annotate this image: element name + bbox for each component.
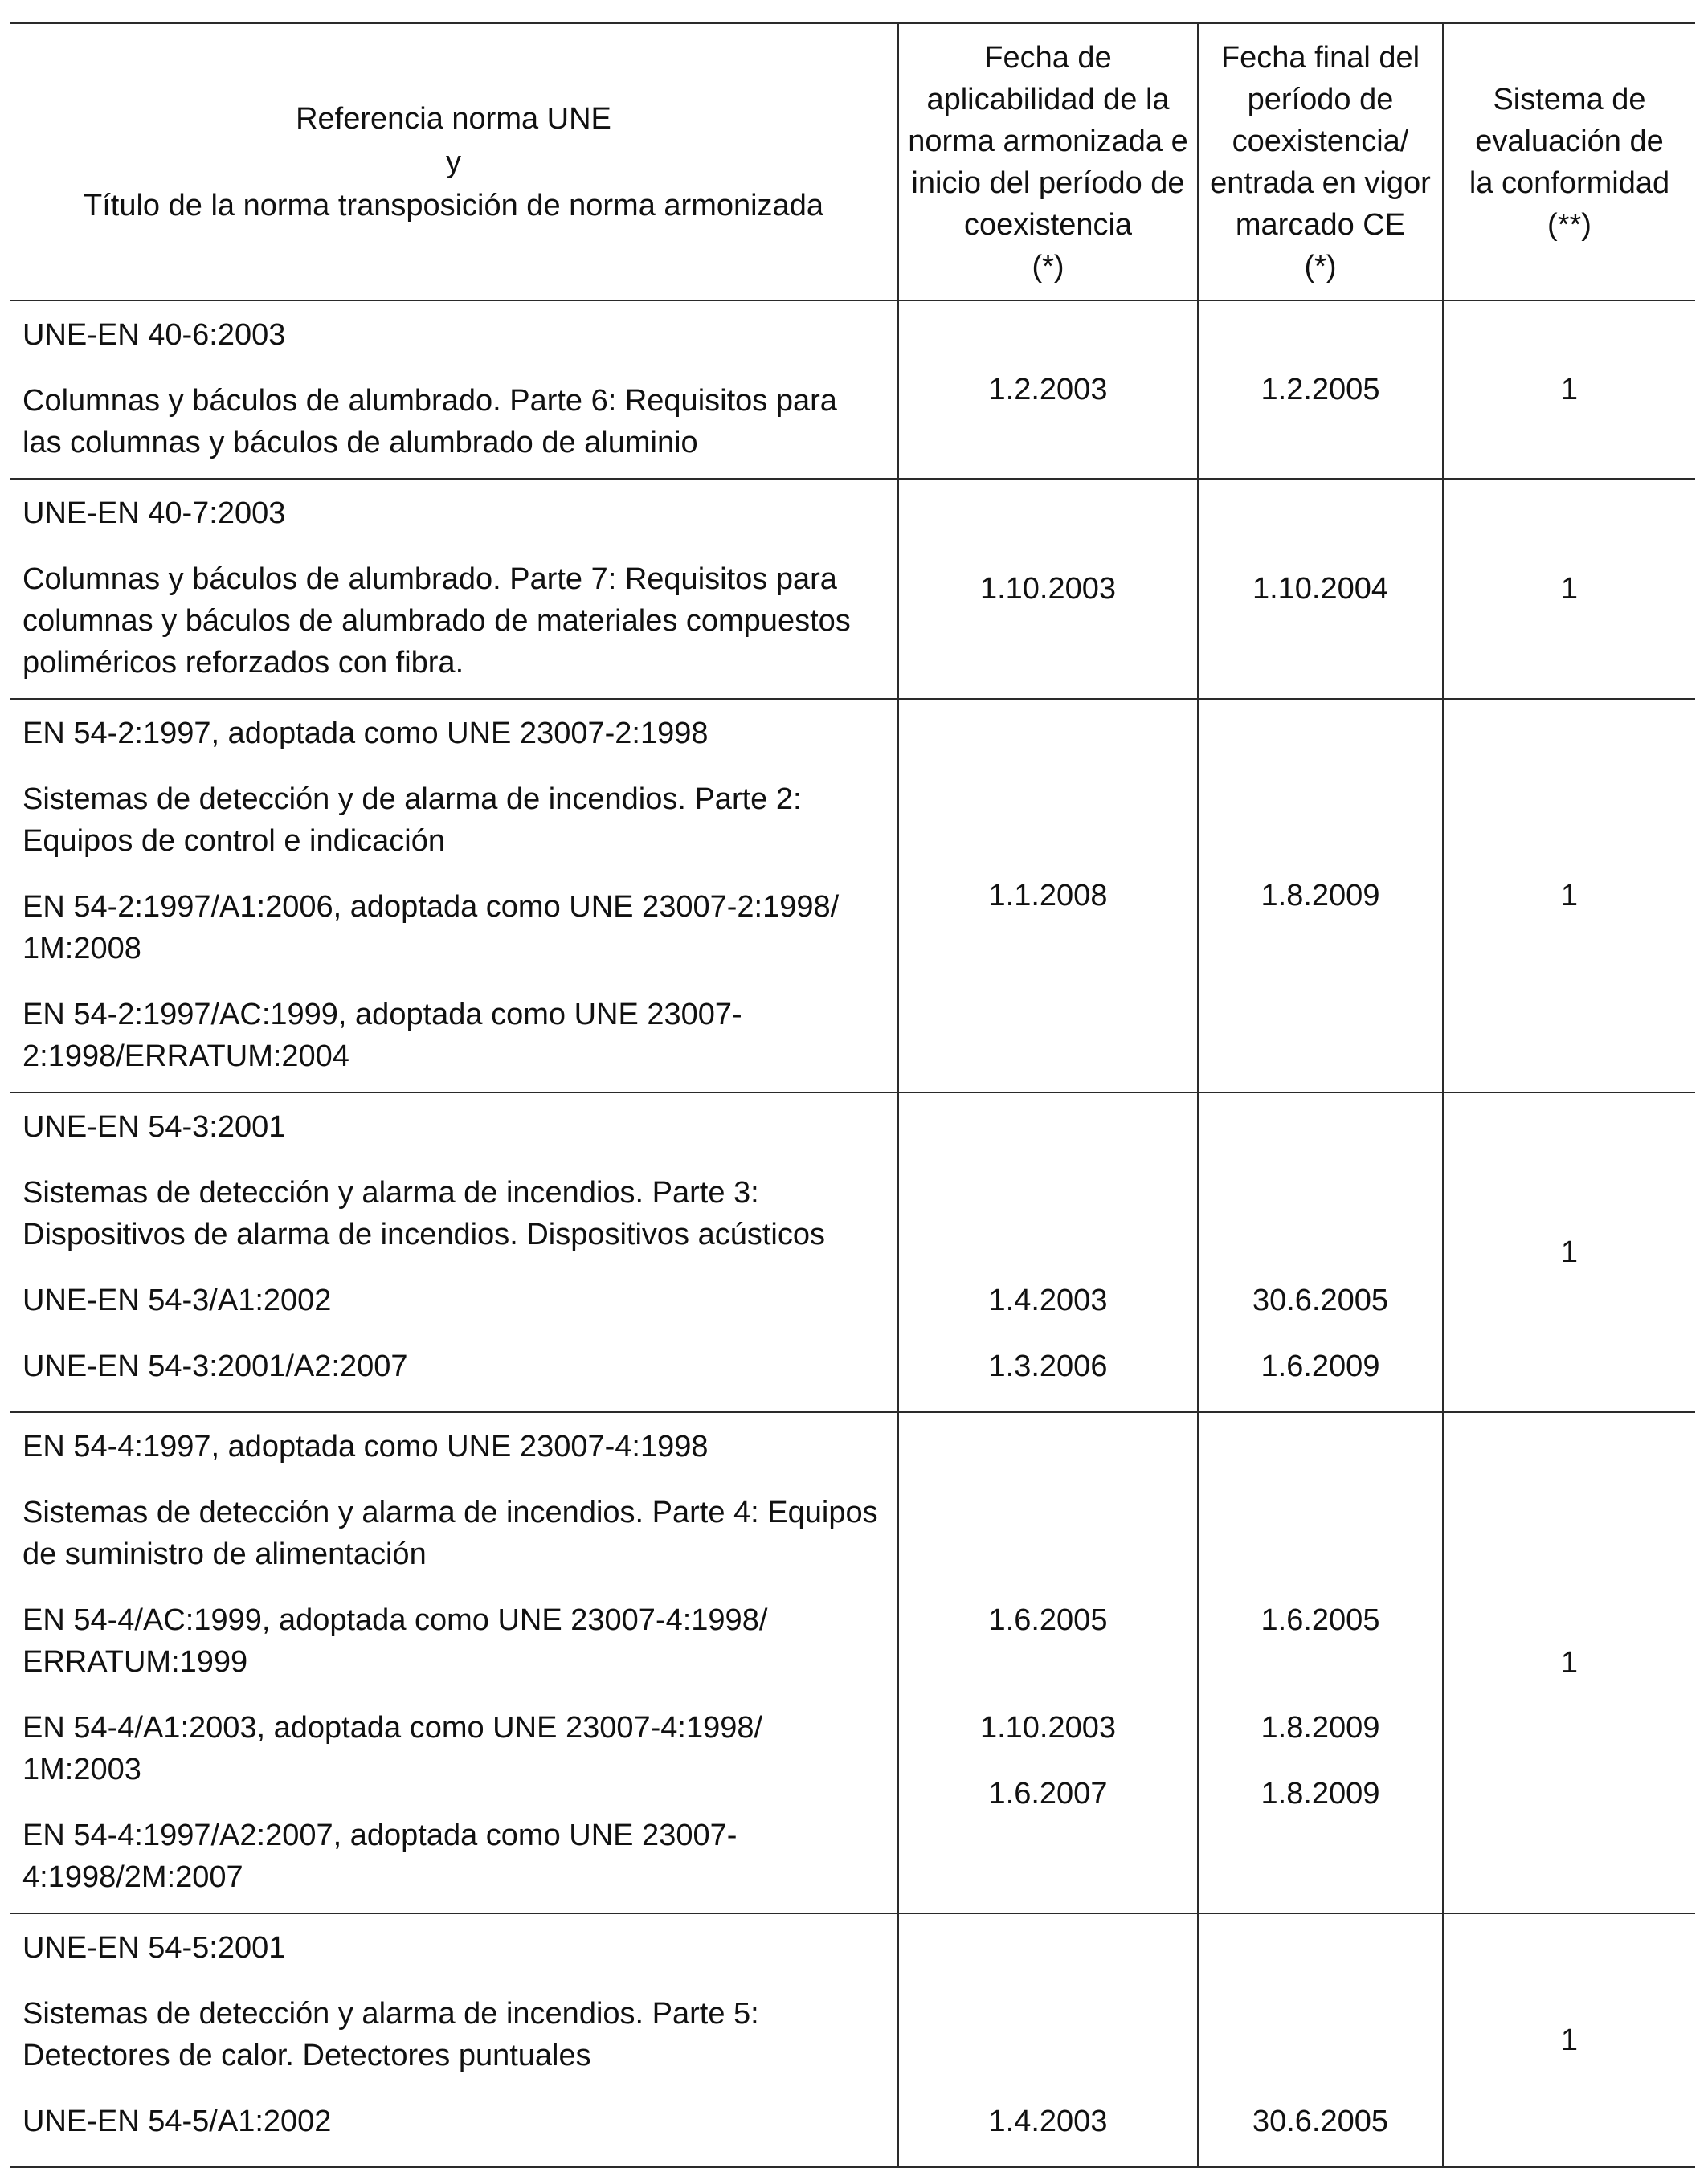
date-line [899,1172,1197,1280]
date-line [899,1927,1197,1993]
reference-cell [10,1412,898,1913]
reference-title: Sistemas de detección y de alarma de incendios. Parte 2: Equipos de control e indicación [22,782,802,858]
conformity-system-cell: 1 [1443,699,1695,1092]
date-line [1199,1106,1442,1172]
date-line: 1.6.2009 [1261,1349,1380,1383]
applicability-date-cell: 1.2.2003 [898,300,1198,479]
end-coexistence-date-cell [1198,1913,1443,2167]
date-line: 1.6.2005 [988,1603,1108,1637]
table-header-row [10,23,1695,300]
reference-amendment: EN 54-4/A1:2003, adoptada como UNE 23007-4:1998/ 1M:2003 [22,1711,763,1786]
date-line: 1.3.2006 [988,1349,1108,1383]
date-line: 1.6.2005 [1261,1603,1380,1637]
reference-code: UNE-EN 40-6:2003 [22,318,286,352]
date-line [899,1993,1197,2101]
date-line [1199,1492,1442,1599]
date-line: 1.8.2009 [1261,1711,1380,1745]
date-line [1199,1426,1442,1492]
date-line [899,1106,1197,1172]
date-line: 1.8.2009 [1261,1777,1380,1811]
date-line [1199,1927,1442,1993]
date-line: 1.4.2003 [988,2105,1108,2138]
reference-amendment: EN 54-2:1997/A1:2006, adoptada como UNE 23007-2:1998/ 1M:2008 [22,890,840,966]
reference-corrigendum: EN 54-4/AC:1999, adoptada como UNE 23007-4:1998/ ERRATUM:1999 [22,1603,768,1679]
conformity-system-cell: 1 [1443,300,1695,479]
applicability-date-cell: 1.10.2003 [898,479,1198,699]
reference-cell [10,1092,898,1412]
table-row [10,1092,1695,1412]
harmonized-standards-table [10,22,1695,2168]
reference-code: EN 54-4:1997, adoptada como UNE 23007-4:1998 [22,1430,709,1464]
reference-title: Columnas y báculos de alumbrado. Parte 7: Requisitos para columnas y báculos de alumbrado de materiales compuestos poliméricos reforzados con fibra. [22,562,851,680]
header-reference: Referencia norma UNE y Título de la norma transposición de norma armonizada [10,23,898,300]
end-coexistence-date-cell [1198,1412,1443,1913]
conformity-system-cell: 1 [1443,1412,1695,1913]
reference-amendment: UNE-EN 54-3/A1:2002 [22,1284,332,1317]
reference-title: Columnas y báculos de alumbrado. Parte 6: Requisitos para las columnas y báculos de alumbrado de aluminio [22,384,837,459]
reference-title: Sistemas de detección y alarma de incendios. Parte 4: Equipos de suministro de alimentación [22,1496,878,1571]
reference-code: UNE-EN 54-3:2001 [22,1110,286,1144]
reference-amendment: UNE-EN 54-3:2001/A2:2007 [22,1349,408,1383]
reference-title: Sistemas de detección y alarma de incendios. Parte 5: Detectores de calor. Detectores puntuales [22,1997,759,2072]
table-row [10,300,1695,479]
table-row [10,699,1695,1092]
conformity-system-cell: 1 [1443,479,1695,699]
date-line: 30.6.2005 [1252,2105,1389,2138]
table-row [10,479,1695,699]
reference-cell [10,699,898,1092]
header-end-coexistence-date: Fecha final del período de coexistencia/ entrada en vigor marcado CE (*) [1198,23,1443,300]
applicability-date-cell: 1.1.2008 [898,699,1198,1092]
header-applicability-date: Fecha de aplicabilidad de la norma armonizada e inicio del período de coexistencia (*) [898,23,1198,300]
table-row [10,1913,1695,2167]
reference-cell [10,1913,898,2167]
reference-amendment: UNE-EN 54-5/A1:2002 [22,2105,332,2138]
end-coexistence-date-cell: 1.8.2009 [1198,699,1443,1092]
reference-amendment: EN 54-4:1997/A2:2007, adoptada como UNE 23007-4:1998/2M:2007 [22,1819,738,1894]
reference-title: Sistemas de detección y alarma de incendios. Parte 3: Dispositivos de alarma de incendios. Dispositivos acústicos [22,1176,826,1251]
header-conformity-system: Sistema de evaluación de la conformidad (**) [1443,23,1695,300]
end-coexistence-date-cell: 1.2.2005 [1198,300,1443,479]
standards-table-container [10,22,1695,2168]
reference-code: EN 54-2:1997, adoptada como UNE 23007-2:1998 [22,717,709,750]
applicability-date-cell [898,1412,1198,1913]
reference-code: UNE-EN 40-7:2003 [22,496,286,530]
date-line [899,1492,1197,1599]
reference-corrigendum: EN 54-2:1997/AC:1999, adoptada como UNE 23007-2:1998/ERRATUM:2004 [22,998,742,1073]
date-line [1199,1172,1442,1280]
conformity-system-cell: 1 [1443,1913,1695,2167]
reference-cell [10,300,898,479]
applicability-date-cell [898,1092,1198,1412]
end-coexistence-date-cell: 1.10.2004 [1198,479,1443,699]
date-line: 1.4.2003 [988,1284,1108,1317]
reference-code: UNE-EN 54-5:2001 [22,1931,286,1965]
date-line [899,1426,1197,1492]
date-line: 1.10.2003 [979,1711,1117,1745]
end-coexistence-date-cell [1198,1092,1443,1412]
date-line: 1.6.2007 [988,1777,1108,1811]
reference-cell [10,479,898,699]
applicability-date-cell [898,1913,1198,2167]
table-row [10,1412,1695,1913]
date-line: 30.6.2005 [1252,1284,1389,1317]
conformity-system-cell: 1 [1443,1092,1695,1412]
date-line [1199,1993,1442,2101]
